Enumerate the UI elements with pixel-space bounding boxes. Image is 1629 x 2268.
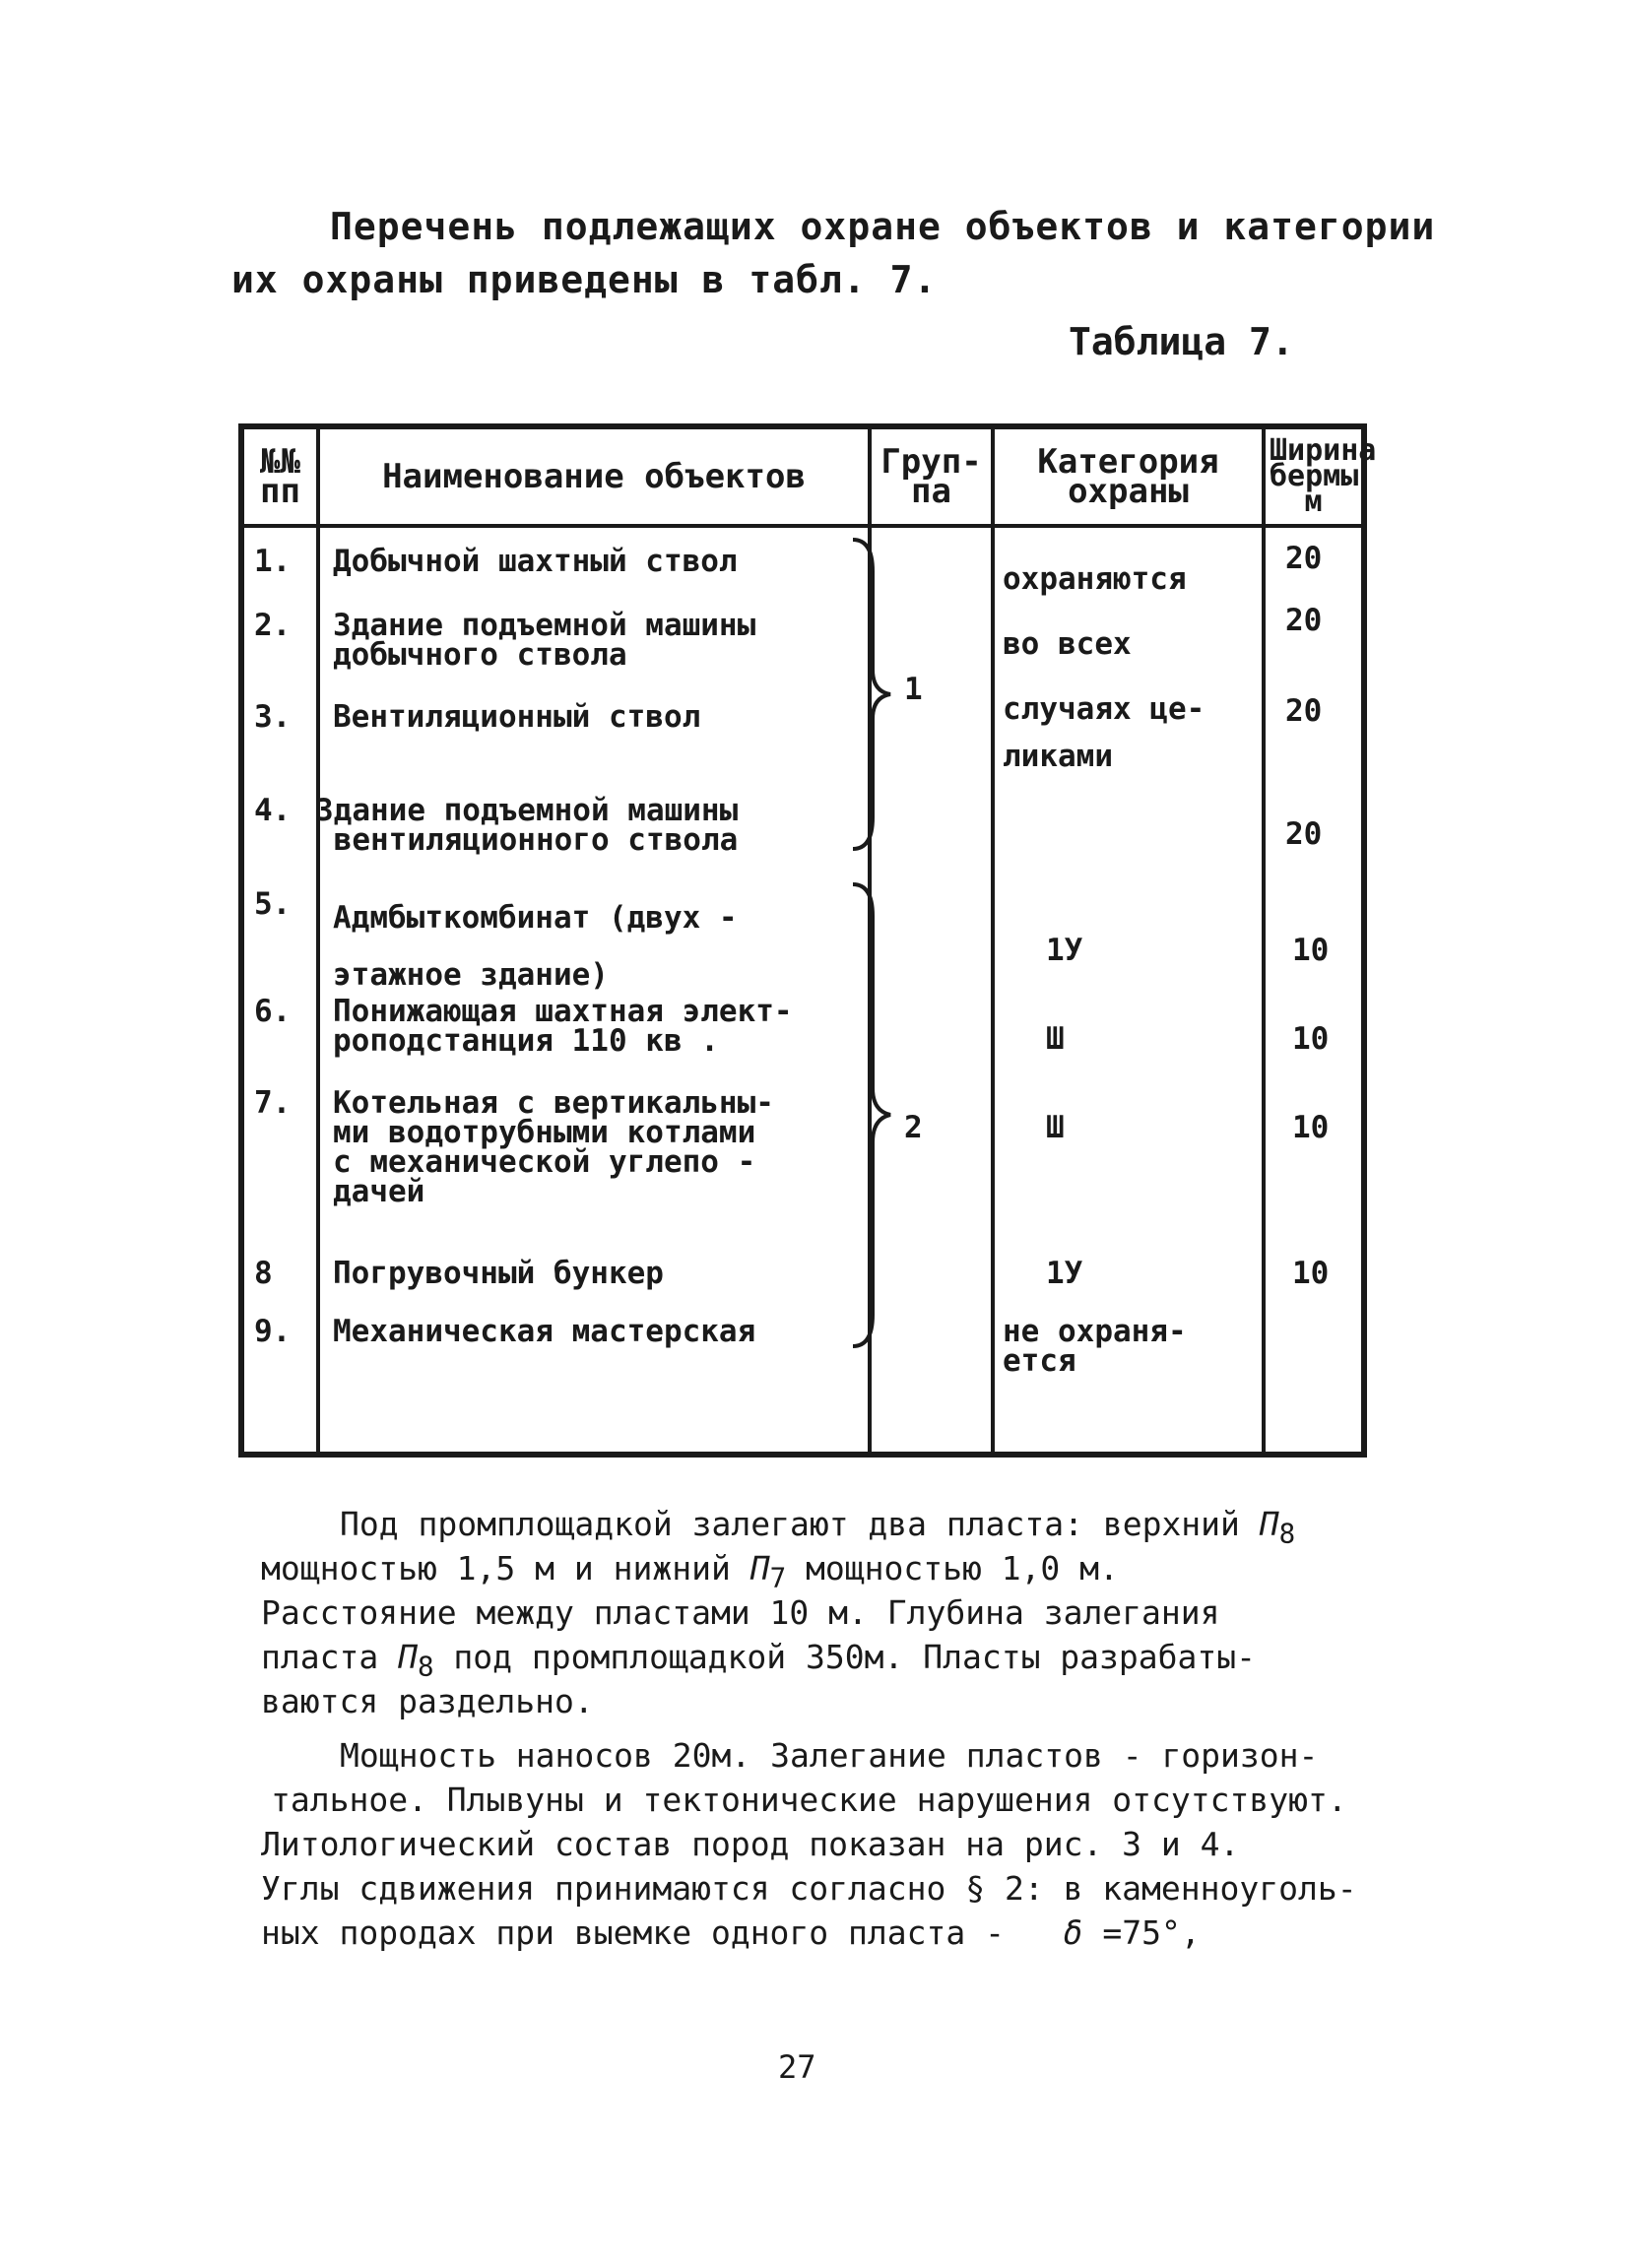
row-7-num: 7.: [254, 1085, 292, 1121]
row-8-num: 8: [254, 1256, 273, 1291]
row-5-name: Адмбыткомбинат (двух - этажное здание): [333, 900, 738, 993]
header-group: Груп- па: [870, 426, 993, 526]
group-1-label: 1: [904, 672, 923, 707]
row-9-category: не охраня- ется: [1003, 1314, 1187, 1379]
row-3-num: 3.: [254, 699, 292, 735]
page-number: 27: [778, 2048, 816, 2086]
row-4-num: 4.: [254, 793, 292, 828]
row-1-name: Добычной шахтный ствол: [333, 544, 738, 579]
row-5-category: 1У: [1046, 933, 1083, 968]
row-6-name: Понижающая шахтная элект- роподстанция 110 кв .: [333, 994, 793, 1059]
table-header-row: [241, 426, 1364, 526]
body-p2-line-1: Мощность наносов 20м. Залегание пластов - горизон-: [340, 1736, 1319, 1775]
row-3-name: Вентиляционный ствол: [333, 699, 701, 735]
row-4-name: Здание подъемной машины вентиляционного ствола: [315, 793, 739, 858]
body-p2-line-3: Литологический состав пород показан на рис. 3 и 4.: [261, 1825, 1240, 1863]
group-2-label: 2: [904, 1110, 923, 1145]
header-category: Категория охраны: [993, 426, 1264, 526]
body-p1-line-3: Расстояние между пластами 10 м. Глубина залегания: [261, 1593, 1220, 1632]
header-berm-width: Ширина бермы м: [1264, 426, 1364, 526]
row-6-num: 6.: [254, 994, 292, 1029]
row-5-num: 5.: [254, 886, 292, 922]
group-1-brace: [847, 532, 906, 857]
body-p2-line-2: тальное. Плывуны и тектонические нарушения отсутствуют.: [271, 1781, 1347, 1819]
row-7-name: Котельная с вертикальны- ми водотрубными котлами с механической углепо - дачей: [333, 1085, 774, 1209]
row-9-num: 9.: [254, 1314, 292, 1349]
header-name: Наименование объектов: [318, 426, 870, 526]
body-p2-line-4: Углы сдвижения принимаются согласно § 2: в каменноуголь-: [261, 1869, 1357, 1908]
group-2-brace: [847, 876, 906, 1354]
header-num: №№ пп: [241, 426, 318, 526]
row-5-berm: 10: [1292, 933, 1330, 968]
body-p1-line-4: пласта $П_8$ под промплощадкой 350м. Пласты разрабаты-: [261, 1638, 1256, 1683]
row-4-berm: 20: [1285, 816, 1323, 852]
row-7-category: Ш: [1046, 1110, 1065, 1145]
intro-line-1: Перечень подлежащих охране объектов и категории: [330, 205, 1436, 248]
row-1-berm: 20: [1285, 541, 1323, 576]
group-1-category-text: охраняются во всех случаях це- ликами: [1003, 561, 1205, 774]
row-2-name: Здание подъемной машины добычного ствола: [333, 608, 756, 673]
body-p1-line-5: ваются раздельно.: [261, 1682, 594, 1720]
row-2-berm: 20: [1285, 603, 1323, 638]
table-caption: Таблица 7.: [1069, 320, 1294, 363]
row-6-berm: 10: [1292, 1021, 1330, 1057]
row-2-num: 2.: [254, 608, 292, 643]
row-8-name: Погрувочный бункер: [333, 1256, 664, 1291]
body-p1-line-2: мощностью 1,5 м и нижний $П_7$ мощностью 1,0 м.: [261, 1549, 1119, 1594]
row-8-category: 1У: [1046, 1256, 1083, 1291]
row-1-num: 1.: [254, 544, 292, 579]
row-6-category: Ш: [1046, 1021, 1065, 1057]
row-7-berm: 10: [1292, 1110, 1330, 1145]
row-8-berm: 10: [1292, 1256, 1330, 1291]
body-p2-line-5: ных породах при выемке одного пласта - δ =75°,: [261, 1913, 1201, 1952]
col-berm: [1264, 526, 1364, 1455]
row-3-berm: 20: [1285, 693, 1323, 729]
intro-line-2: их охраны приведены в табл. 7.: [231, 258, 938, 301]
body-p1-line-1: Под промплощадкой залегают два пласта: верхний $П_8$: [340, 1505, 1296, 1550]
row-9-name: Механическая мастерская: [333, 1314, 756, 1349]
